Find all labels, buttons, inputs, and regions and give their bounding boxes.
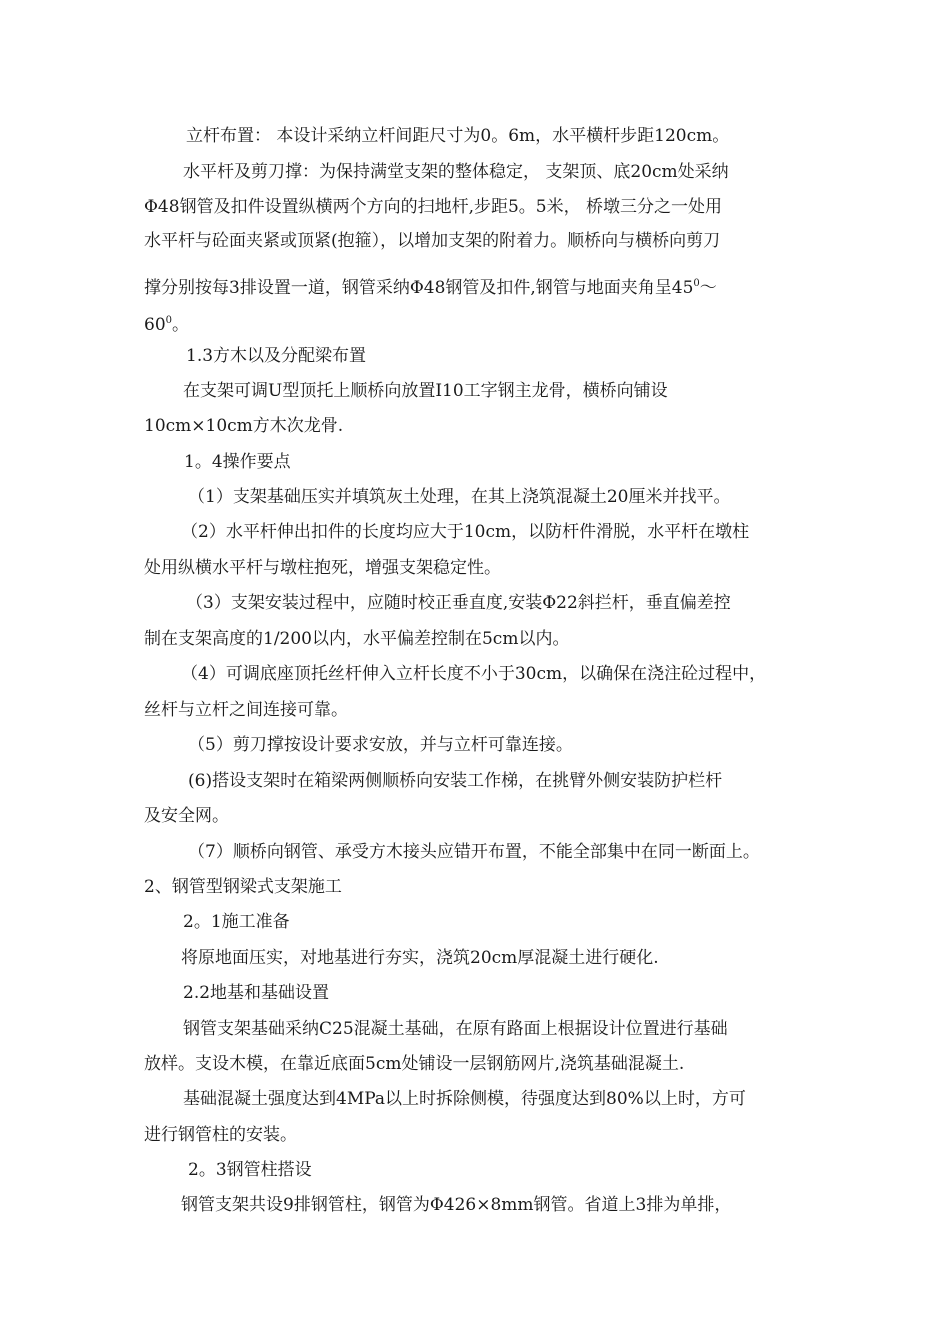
section-heading: 1.3方木以及分配梁布置 [186,346,367,366]
section-heading: 2.2地基和基础设置 [183,983,330,1003]
degree-superscript: 0 [165,315,173,326]
section-heading: 2。3钢管柱搭设 [188,1160,312,1180]
text-run: 。 [172,315,190,335]
paragraph-line [144,272,717,300]
paragraph-line: 放样。支设木模，在靠近底面5cm处铺设一层钢筋网片,浇筑基础混凝土. [144,1054,685,1074]
paragraph-line: 基础混凝土强度达到4MPa以上时拆除侧模，待强度达到80%以上时，方可 [183,1089,746,1109]
paragraph-line: 处用纵横水平杆与墩柱抱死，增强支架稳定性。 [144,558,501,578]
list-item: （1）支架基础压实并填筑灰土处理，在其上浇筑混凝土20厘米并找平。 [188,487,731,507]
paragraph-line: 水平杆与砼面夹紧或顶紧(抱箍），以增加支架的附着力。顺桥向与横桥向剪刀 [144,231,721,251]
paragraph-line: 制在支架高度的1/200以内，水平偏差控制在5cm以内。 [144,629,570,649]
paragraph-line: 将原地面压实，对地基进行夯实，浇筑20cm厚混凝土进行硬化. [181,948,659,968]
paragraph-line: 进行钢管柱的安装。 [144,1125,297,1145]
section-heading: 1。4操作要点 [184,452,291,472]
list-item: (6)搭设支架时在箱梁两侧顺桥向安装工作梯，在挑臂外侧安装防护栏杆 [188,771,723,791]
paragraph-line: 水平杆及剪刀撑：为保持满堂支架的整体稳定， 支架顶、底20cm处采纳 [183,162,729,182]
list-item: （2）水平杆伸出扣件的长度均应大于10cm，以防杆件滑脱，水平杆在墩柱 [181,522,750,542]
list-item: （4）可调底座顶托丝杆伸入立杆长度不小于30cm，以确保在浇注砼过程中， [181,664,767,684]
list-item: （5）剪刀撑按设计要求安放，并与立杆可靠连接。 [188,735,573,755]
list-item: （7）顺桥向钢管、承受方木接头应错开布置，不能全部集中在同一断面上。 [188,842,760,862]
paragraph-line: 立杆布置： 本设计采纳立杆间距尺寸为0。6m，水平横杆步距120cm。 [186,126,730,146]
paragraph-line: 10cm×10cm方木次龙骨. [144,416,344,436]
paragraph-line: 丝杆与立杆之间连接可靠。 [144,700,348,720]
list-item: （3）支架安装过程中，应随时校正垂直度,安装Φ22斜拦杆，垂直偏差控 [186,593,731,613]
section-heading: 2、钢管型钢梁式支架施工 [144,877,342,897]
degree-superscript: 0 [693,278,700,289]
paragraph-line: Φ48钢管及扣件设置纵横两个方向的扫地杆,步距5。5米， 桥墩三分之一处用 [144,197,723,217]
paragraph-line: 钢管支架基础采纳C25混凝土基础，在原有路面上根据设计位置进行基础 [183,1019,728,1039]
text-run: 60 [144,315,166,335]
paragraph-line: 在支架可调U型顶托上顺桥向放置I10工字钢主龙骨，横桥向铺设 [183,381,668,401]
paragraph-line: 及安全网。 [144,806,229,826]
text-run: 撑分别按每3排设置一道，钢管采纳Φ48钢管及扣件,钢管与地面夹角呈45 [144,278,694,298]
text-run: ～ [699,278,717,298]
section-heading: 2。1施工准备 [183,912,290,932]
paragraph-line [144,309,189,337]
paragraph-line: 钢管支架共设9排钢管柱，钢管为Φ426×8mm钢管。省道上3排为单排， [181,1195,732,1215]
